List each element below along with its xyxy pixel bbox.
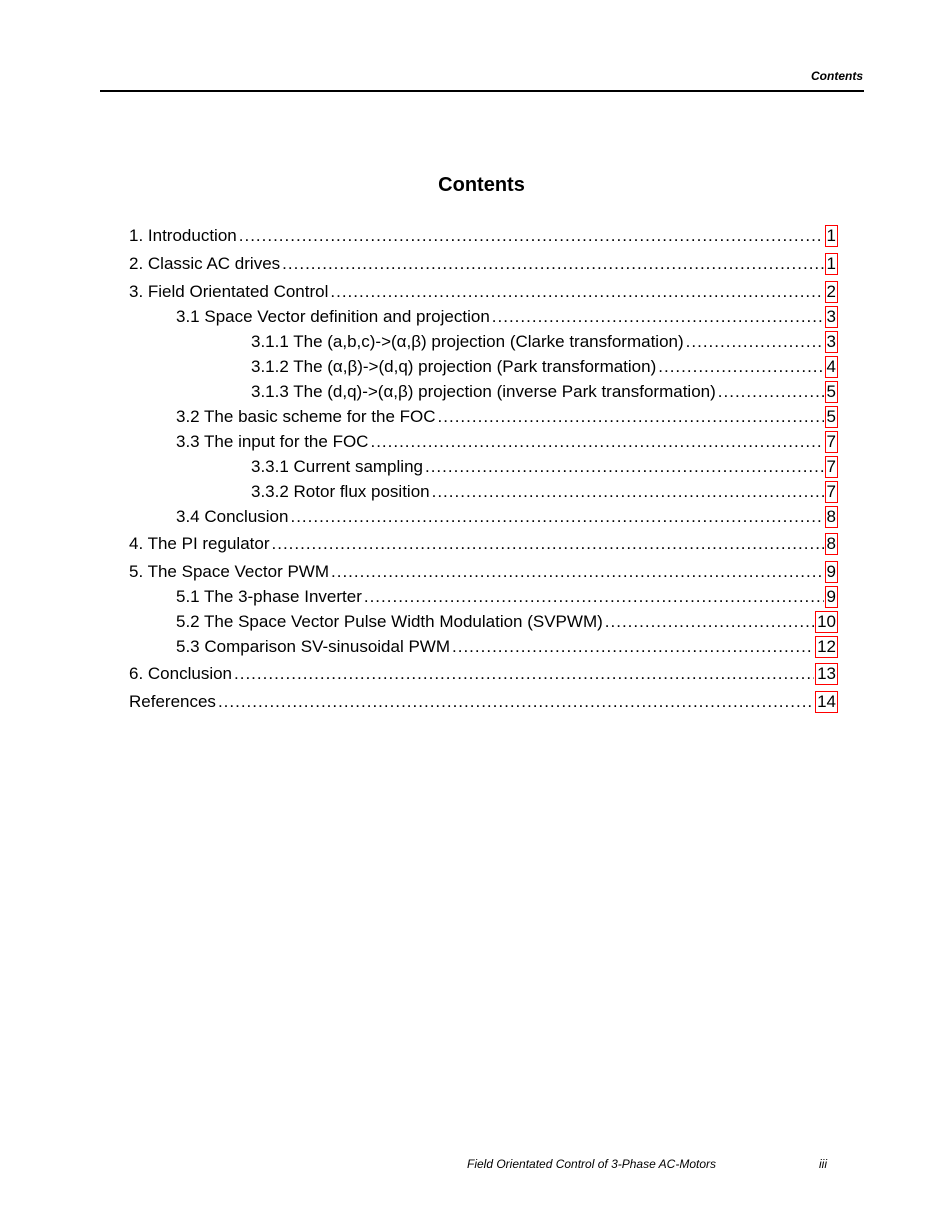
toc-page-link[interactable]: 3	[826, 332, 836, 351]
toc-leader	[686, 331, 824, 353]
toc-page-link[interactable]: 3	[826, 307, 836, 326]
toc-entry-label: 3. Field Orientated Control	[129, 282, 329, 301]
toc-entry-label: 3.2 The basic scheme for the FOC	[176, 407, 436, 426]
footer-page-number: iii	[819, 1157, 827, 1171]
toc-entry-label: 3.1.2 The (α,β)->(d,q) projection (Park transformation)	[251, 357, 657, 376]
toc-page-link[interactable]: 1	[826, 226, 836, 245]
toc-entry-label: 1. Introduction	[129, 226, 237, 245]
toc-page-link[interactable]: 12	[817, 637, 836, 656]
toc-entry[interactable]	[251, 356, 838, 378]
toc-page-link[interactable]: 8	[826, 507, 836, 526]
toc-page-link[interactable]: 7	[826, 457, 836, 476]
toc-page-link[interactable]: 9	[826, 587, 836, 606]
toc-entry-label: 6. Conclusion	[129, 664, 233, 683]
toc-entry-label: 3.3.2 Rotor flux position	[251, 482, 430, 501]
toc-page-link[interactable]: 5	[826, 382, 836, 401]
toc-entry[interactable]	[129, 561, 838, 583]
toc-entry-label: 3.1.3 The (d,q)->(α,β) projection (inverse Park transformation)	[251, 382, 716, 401]
toc-page-link[interactable]: 7	[826, 432, 836, 451]
toc-leader	[452, 636, 814, 658]
toc-entry-label: 5. The Space Vector PWM	[129, 562, 329, 581]
toc-entry[interactable]	[176, 431, 838, 453]
toc-entry[interactable]	[251, 331, 838, 353]
toc-leader	[218, 691, 814, 713]
toc-page-link[interactable]: 1	[826, 254, 836, 273]
toc-leader	[432, 481, 824, 503]
toc-entry-label: 3.1.1 The (a,b,c)->(α,β) projection (Clarke transformation)	[251, 332, 684, 351]
toc-leader	[364, 586, 824, 608]
toc-entry[interactable]	[129, 281, 838, 303]
toc-page-link[interactable]: 4	[826, 357, 836, 376]
toc-entry[interactable]	[129, 663, 838, 685]
toc-entry-label: 3.1 Space Vector definition and projection	[176, 307, 490, 326]
page-title: Contents	[438, 174, 525, 196]
toc-entry[interactable]	[176, 306, 838, 328]
toc-page-link[interactable]: 14	[817, 692, 836, 711]
toc-leader	[239, 225, 824, 247]
toc-entry-label: 3.3.1 Current sampling	[251, 457, 423, 476]
toc-entry-label: 3.4 Conclusion	[176, 507, 289, 526]
toc-entry-label: 3.3 The input for the FOC	[176, 432, 369, 451]
toc-entry-label: References	[129, 692, 216, 711]
toc-page-link[interactable]: 5	[826, 407, 836, 426]
toc-page-link[interactable]: 8	[826, 534, 836, 553]
toc-page-link[interactable]: 13	[817, 664, 836, 683]
toc-leader	[290, 506, 823, 528]
toc-entry[interactable]	[129, 533, 838, 555]
toc-entry[interactable]	[129, 253, 838, 275]
toc-leader	[272, 533, 824, 555]
toc-entry[interactable]	[176, 506, 838, 528]
toc-page-link[interactable]: 2	[826, 282, 836, 301]
toc-leader	[425, 456, 824, 478]
toc-leader	[605, 611, 814, 633]
toc-leader	[330, 281, 823, 303]
running-header-title: Contents	[811, 69, 863, 83]
toc-leader	[718, 381, 824, 403]
toc-entry[interactable]	[176, 586, 838, 608]
toc-entry[interactable]	[176, 611, 838, 633]
toc-entry[interactable]	[176, 406, 838, 428]
toc-entry-label: 5.2 The Space Vector Pulse Width Modulation (SVPWM)	[176, 612, 603, 631]
toc-entry[interactable]	[251, 456, 838, 478]
toc-entry[interactable]	[176, 636, 838, 658]
toc-leader	[234, 663, 814, 685]
toc-entry-label: 2. Classic AC drives	[129, 254, 281, 273]
toc-leader	[331, 561, 824, 583]
toc-page-link[interactable]: 7	[826, 482, 836, 501]
toc-entry[interactable]	[129, 225, 838, 247]
toc-leader	[492, 306, 824, 328]
toc-page-link[interactable]: 9	[826, 562, 836, 581]
toc-entry-label: 5.1 The 3-phase Inverter	[176, 587, 362, 606]
toc-leader	[282, 253, 823, 275]
toc-entry-label: 5.3 Comparison SV-sinusoidal PWM	[176, 637, 451, 656]
toc-entry-label: 4. The PI regulator	[129, 534, 270, 553]
toc-leader	[438, 406, 824, 428]
footer-document-title: Field Orientated Control of 3-Phase AC-Motors	[467, 1157, 716, 1171]
toc-entry[interactable]	[251, 381, 838, 403]
toc-leader	[658, 356, 823, 378]
toc-page-link[interactable]: 10	[817, 612, 836, 631]
toc-entry[interactable]	[251, 481, 838, 503]
toc-leader	[370, 431, 823, 453]
toc-entry[interactable]	[129, 691, 838, 713]
